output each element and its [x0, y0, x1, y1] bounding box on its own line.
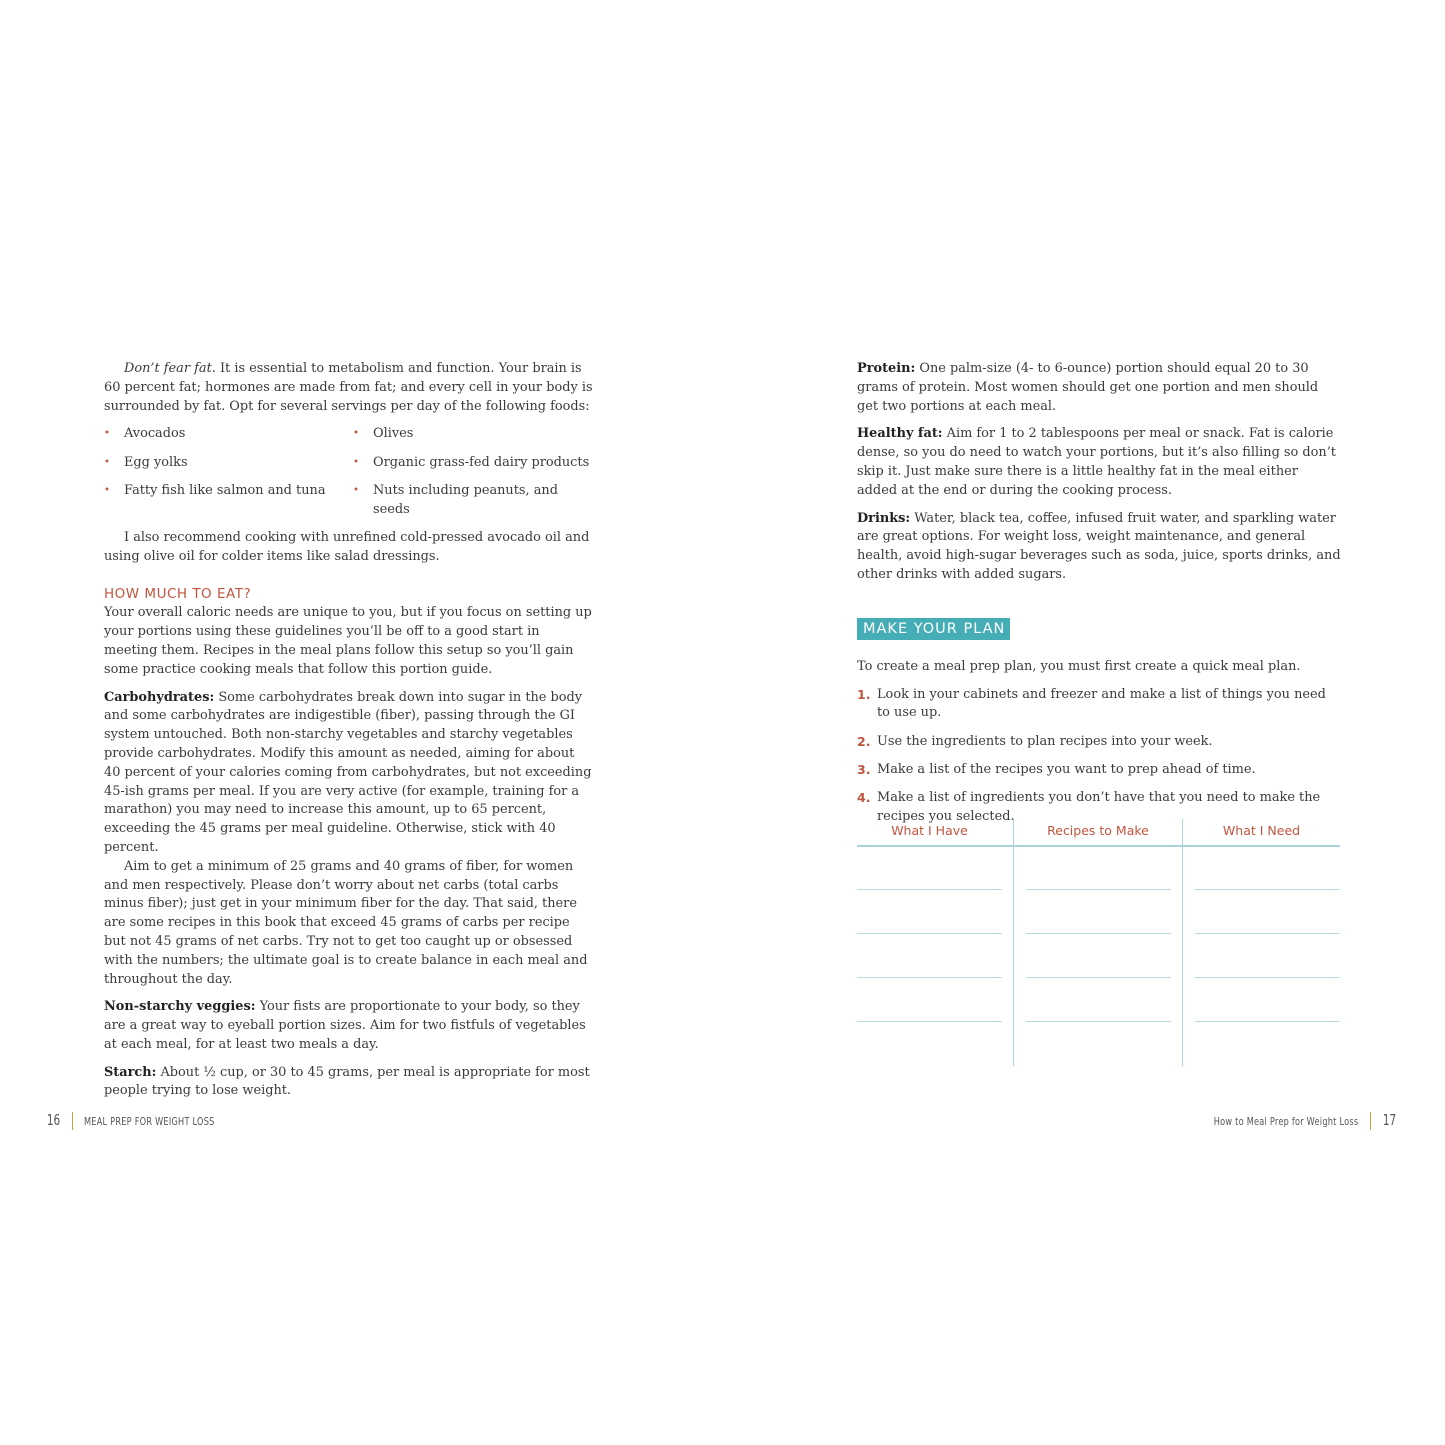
fat-intro-emphasis: Don’t fear fat. [124, 361, 216, 376]
write-in-line[interactable] [1195, 1021, 1340, 1022]
bullet-icon: • [353, 485, 359, 497]
how-much-paragraph: Your overall caloric needs are unique to you, but if you focus on setting up your portions using these guidelines you’ll be off to a good start in meeting them. Recipes in the meal plans follow this setup so you’ll gain some practice cooking meals that follow this portion guide. [104, 605, 592, 677]
bullet-icon: • [353, 428, 359, 440]
fat-foods-list [104, 425, 594, 519]
write-in-line[interactable] [1026, 977, 1171, 978]
bullet-icon: • [104, 485, 110, 497]
column-header-what-i-need: What I Need [1222, 823, 1301, 838]
write-in-line[interactable] [1195, 933, 1340, 934]
list-item: 4. Make a list of ingredients you don’t have that you need to make the recipes you selected. [857, 789, 1321, 824]
starch-paragraph: Starch: About ½ cup, or 30 to 45 grams, per meal is appropriate for most people trying to lose weight. [104, 1064, 590, 1099]
meal-plan-worksheet [857, 819, 1340, 1066]
left-page [104, 360, 594, 1101]
bullet-icon: • [353, 456, 359, 468]
list-item: • Fatty fish like salmon and tuna [104, 482, 353, 520]
list-item: • Olives [353, 425, 594, 444]
list-item: • Nuts including peanuts, and seeds [353, 483, 558, 517]
oil-note-paragraph: I also recommend cooking with unrefined cold-pressed avocado oil and using olive oil for colder items like salad dressings. [104, 529, 590, 564]
fiber-paragraph: Aim to get a minimum of 25 grams and 40 grams of fiber, for women and men respectively. Please don’t worry about net carbs (total carbs minus fiber); just get in your minimum fiber for the day. That said, there are some recipes in this book that exceed 45 grams of carbs per recipe but not 45 grams of net carbs. Try not to get too caught up or obsessed with the numbers; the ultimate goal is to create balance in each meal and throughout the day. [104, 858, 588, 987]
step-number: 2. [857, 733, 871, 749]
write-in-line[interactable] [1026, 889, 1171, 890]
write-in-line[interactable] [1195, 889, 1340, 890]
step-number: 4. [857, 789, 871, 805]
write-in-line[interactable] [857, 889, 1002, 890]
column-header-recipes-to-make: Recipes to Make [1047, 823, 1149, 838]
protein-label: Protein: [857, 361, 916, 376]
carbohydrates-paragraph: Carbohydrates: Some carbohydrates break down into sugar in the body and some carbohydrates are indigestible (fiber), passing through the GI system untouched. Both non-starchy vegetables and starchy vegetables provide carbohydrates. Modify this amount as needed, aiming for about 40 percent of your calories coming from carbohydrates, but not exceeding 45-ish grams per meal. If you are very active (for example, training for a marathon) you may need to increase this amount, up to 65 percent, exceeding the 45 grams per meal guideline. Otherwise, stick with 40 percent. [104, 689, 592, 855]
running-head-left: MEAL PREP FOR WEIGHT LOSS [84, 1116, 215, 1128]
step-number: 3. [857, 761, 871, 777]
column-divider [1013, 819, 1014, 1066]
list-item: 1. Look in your cabinets and freezer and make a list of things you need to use up. [857, 686, 1326, 721]
list-item: • Avocados [104, 425, 353, 444]
veggies-label: Non-starchy veggies: [104, 999, 256, 1015]
list-item: • Egg yolks [104, 454, 353, 473]
page-number-left: 16 [46, 1111, 61, 1129]
healthy-fat-label: Healthy fat: [857, 426, 943, 442]
footer-divider [1370, 1112, 1371, 1130]
make-your-plan-heading: MAKE YOUR PLAN [857, 618, 1010, 640]
write-in-line[interactable] [857, 933, 1002, 934]
header-rule [857, 845, 1340, 847]
column-divider [1182, 819, 1183, 1066]
write-in-line[interactable] [1026, 1021, 1171, 1022]
fat-intro-paragraph [104, 360, 594, 416]
left-footer [44, 1110, 252, 1130]
drinks-label: Drinks: [857, 510, 911, 526]
write-in-line[interactable] [857, 977, 1002, 978]
step-number: 1. [857, 686, 871, 702]
fat-intro-text: It is essential to metabolism and function. Your brain is 60 percent fat; hormones are made from fat; and every cell in your body is surrounded by fat. Opt for several servings per day of the following foods: [104, 361, 593, 414]
write-in-line[interactable] [1195, 977, 1340, 978]
running-head-right: How to Meal Prep for Weight Loss [1214, 1116, 1359, 1128]
write-in-line[interactable] [1026, 933, 1171, 934]
page-number-right: 17 [1382, 1111, 1397, 1129]
list-item: 2. Use the ingredients to plan recipes into your week. [857, 733, 1342, 752]
veggies-paragraph: Non-starchy veggies: Your fists are proportionate to your body, so they are a great way to eyeball portion sizes. Aim for two fistfuls of vegetables at each meal, for at least two meals a day. [104, 999, 586, 1052]
column-header-what-i-have: What I Have [891, 823, 968, 838]
drinks-paragraph: Drinks: Water, black tea, coffee, infused fruit water, and sparkling water are great options. For weight loss, weight maintenance, and general health, avoid high-sugar beverages such as soda, juice, sports drinks, and other drinks with added sugars. [857, 510, 1341, 582]
right-page [857, 360, 1342, 836]
bullet-icon: • [104, 428, 110, 440]
write-in-line[interactable] [857, 1021, 1002, 1022]
plan-steps-list [857, 686, 1342, 827]
carbohydrates-label: Carbohydrates: [104, 689, 215, 705]
starch-label: Starch: [104, 1064, 157, 1080]
how-much-heading: HOW MUCH TO EAT? [104, 586, 252, 603]
list-item: • Organic grass-fed dairy products [353, 454, 594, 473]
right-footer [1173, 1110, 1399, 1130]
plan-intro-paragraph: To create a meal prep plan, you must first create a quick meal plan. [857, 658, 1301, 674]
list-item: 3. Make a list of the recipes you want to prep ahead of time. [857, 761, 1342, 780]
healthy-fat-paragraph: Healthy fat: Aim for 1 to 2 tablespoons per meal or snack. Fat is calorie dense, so you do need to watch your portions, but it’s also filling so don’t skip it. Just make sure there is a little healthy fat in the meal either added at the end or during the cooking process. [857, 426, 1336, 498]
footer-divider [72, 1112, 73, 1130]
bullet-icon: • [104, 456, 110, 468]
protein-paragraph: Protein: One palm-size (4- to 6-ounce) portion should equal 20 to 30 grams of protein. Most women should get one portion and men should get two portions at each meal. [857, 361, 1319, 414]
